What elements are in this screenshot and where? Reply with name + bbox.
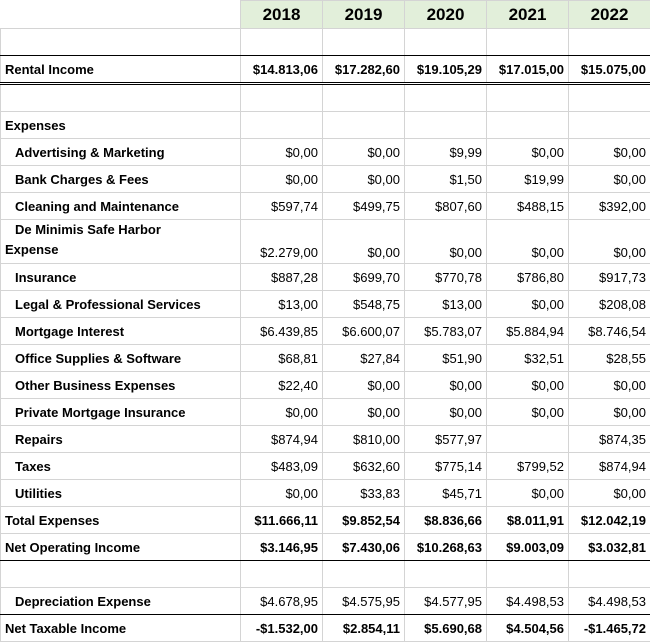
total-expenses-2020[interactable]: $8.836,66 (405, 507, 487, 534)
expense-value[interactable]: $22,40 (241, 372, 323, 399)
expense-value[interactable]: $874,94 (569, 453, 650, 480)
expense-value[interactable]: $392,00 (569, 193, 650, 220)
expense-row (1, 318, 650, 345)
empty-cell[interactable] (241, 561, 323, 588)
expense-value[interactable]: $0,00 (405, 220, 487, 264)
year-header-row (1, 1, 650, 29)
rental-income-2022[interactable]: $15.075,00 (569, 56, 650, 84)
empty-cell[interactable] (1, 84, 241, 112)
expense-label-line2: Expense (5, 242, 58, 257)
total-expenses-2022[interactable]: $12.042,19 (569, 507, 650, 534)
expense-value[interactable]: $799,52 (487, 453, 569, 480)
expense-value[interactable]: $0,00 (569, 166, 650, 193)
rental-income-2020[interactable]: $19.105,29 (405, 56, 487, 84)
empty-cell[interactable] (569, 29, 650, 56)
rental-income-2021[interactable]: $17.015,00 (487, 56, 569, 84)
expense-row (1, 426, 650, 453)
total-expenses-label[interactable]: Total Expenses (1, 507, 241, 534)
expense-value[interactable]: $45,71 (405, 480, 487, 507)
expense-label[interactable]: Bank Charges & Fees (1, 166, 241, 193)
rental-income-row (1, 56, 650, 84)
rental-income-2019[interactable]: $17.282,60 (323, 56, 405, 84)
expense-row (1, 480, 650, 507)
empty-cell[interactable] (487, 561, 569, 588)
empty-cell[interactable] (241, 112, 323, 139)
expense-value[interactable]: $0,00 (323, 139, 405, 166)
year-2022-header[interactable]: 2022 (569, 1, 650, 29)
expense-value[interactable]: $483,09 (241, 453, 323, 480)
nti-2021[interactable]: $4.504,56 (487, 615, 569, 642)
expense-value[interactable]: $0,00 (241, 480, 323, 507)
spacer-row (1, 29, 650, 56)
noi-2020[interactable]: $10.268,63 (405, 534, 487, 561)
expense-value[interactable]: $810,00 (323, 426, 405, 453)
empty-cell[interactable] (241, 29, 323, 56)
expense-row (1, 345, 650, 372)
empty-cell[interactable] (487, 112, 569, 139)
expense-value[interactable]: $786,80 (487, 264, 569, 291)
expense-value[interactable]: $5.783,07 (405, 318, 487, 345)
expense-value[interactable]: $32,51 (487, 345, 569, 372)
expense-value[interactable]: $0,00 (569, 139, 650, 166)
expense-value[interactable]: $13,00 (405, 291, 487, 318)
empty-cell[interactable] (323, 84, 405, 112)
expense-value[interactable]: $0,00 (323, 166, 405, 193)
expense-value[interactable]: $0,00 (487, 291, 569, 318)
expense-value[interactable]: $0,00 (487, 139, 569, 166)
rental-income-label[interactable]: Rental Income (1, 56, 241, 84)
noi-2022[interactable]: $3.032,81 (569, 534, 650, 561)
nti-2018[interactable]: -$1.532,00 (241, 615, 323, 642)
year-2018-header[interactable]: 2018 (241, 1, 323, 29)
expense-value[interactable]: $887,28 (241, 264, 323, 291)
depreciation-row (1, 588, 650, 615)
total-expenses-row (1, 507, 650, 534)
expense-label[interactable]: Repairs (1, 426, 241, 453)
expense-value[interactable]: $0,00 (487, 480, 569, 507)
expense-row (1, 453, 650, 480)
empty-cell[interactable] (1, 29, 241, 56)
expense-label[interactable]: Utilities (1, 480, 241, 507)
expense-value[interactable]: $874,94 (241, 426, 323, 453)
expense-value[interactable]: $699,70 (323, 264, 405, 291)
expense-label[interactable]: Other Business Expenses (1, 372, 241, 399)
expense-value[interactable]: $488,15 (487, 193, 569, 220)
noi-2019[interactable]: $7.430,06 (323, 534, 405, 561)
expense-value[interactable]: $19,99 (487, 166, 569, 193)
corner-cell[interactable] (1, 1, 241, 29)
expense-value[interactable]: $548,75 (323, 291, 405, 318)
spacer-row (1, 84, 650, 112)
expense-value[interactable]: $0,00 (405, 399, 487, 426)
expense-value[interactable]: $0,00 (569, 372, 650, 399)
empty-cell[interactable] (569, 112, 650, 139)
expense-label[interactable]: Legal & Professional Services (1, 291, 241, 318)
nti-2019[interactable]: $2.854,11 (323, 615, 405, 642)
empty-cell[interactable] (323, 29, 405, 56)
empty-cell[interactable] (1, 561, 241, 588)
expense-value[interactable]: $775,14 (405, 453, 487, 480)
expense-value[interactable]: $577,97 (405, 426, 487, 453)
expense-value[interactable]: $68,81 (241, 345, 323, 372)
net-taxable-income-label[interactable]: Net Taxable Income (1, 615, 241, 642)
rental-income-2018[interactable]: $14.813,06 (241, 56, 323, 84)
year-2020-header[interactable]: 2020 (405, 1, 487, 29)
expense-value[interactable]: $0,00 (241, 399, 323, 426)
expense-value[interactable]: $28,55 (569, 345, 650, 372)
expenses-heading-row (1, 112, 650, 139)
expense-value[interactable]: $917,73 (569, 264, 650, 291)
expense-value[interactable]: $499,75 (323, 193, 405, 220)
expense-value[interactable]: $0,00 (569, 220, 650, 264)
total-expenses-2019[interactable]: $9.852,54 (323, 507, 405, 534)
expense-value[interactable]: $9,99 (405, 139, 487, 166)
expense-row (1, 291, 650, 318)
expense-label[interactable]: Private Mortgage Insurance (1, 399, 241, 426)
expense-row (1, 193, 650, 220)
expense-value[interactable]: $0,00 (569, 399, 650, 426)
empty-cell[interactable] (323, 112, 405, 139)
expense-row (1, 220, 650, 264)
expense-row (1, 139, 650, 166)
expense-value[interactable]: $13,00 (241, 291, 323, 318)
net-operating-income-label[interactable]: Net Operating Income (1, 534, 241, 561)
depreciation-2019[interactable]: $4.575,95 (323, 588, 405, 615)
year-2021-header[interactable]: 2021 (487, 1, 569, 29)
expense-label[interactable]: Advertising & Marketing (1, 139, 241, 166)
expense-value[interactable]: $27,84 (323, 345, 405, 372)
expense-value[interactable]: $0,00 (241, 166, 323, 193)
expense-label[interactable]: Office Supplies & Software (1, 345, 241, 372)
expense-value[interactable]: $33,83 (323, 480, 405, 507)
depreciation-2020[interactable]: $4.577,95 (405, 588, 487, 615)
expense-row (1, 264, 650, 291)
total-expenses-2018[interactable]: $11.666,11 (241, 507, 323, 534)
depreciation-label[interactable]: Depreciation Expense (1, 588, 241, 615)
empty-cell[interactable] (323, 561, 405, 588)
expense-label[interactable] (1, 220, 241, 264)
empty-cell[interactable] (241, 84, 323, 112)
empty-cell[interactable] (569, 561, 650, 588)
expense-row (1, 399, 650, 426)
expense-value[interactable]: $0,00 (405, 372, 487, 399)
expense-value[interactable]: $597,74 (241, 193, 323, 220)
noi-2018[interactable]: $3.146,95 (241, 534, 323, 561)
nti-2022[interactable]: -$1.465,72 (569, 615, 650, 642)
expense-value[interactable]: $770,78 (405, 264, 487, 291)
expense-value[interactable]: $0,00 (323, 220, 405, 264)
expense-label[interactable]: Taxes (1, 453, 241, 480)
noi-2021[interactable]: $9.003,09 (487, 534, 569, 561)
empty-cell[interactable] (405, 29, 487, 56)
expense-value[interactable]: $6.600,07 (323, 318, 405, 345)
expense-value[interactable]: $0,00 (487, 372, 569, 399)
expense-value[interactable]: $2.279,00 (241, 220, 323, 264)
net-taxable-income-row (1, 615, 650, 642)
expense-value[interactable]: $0,00 (487, 220, 569, 264)
expense-value[interactable]: $5.884,94 (487, 318, 569, 345)
spacer-row (1, 561, 650, 588)
expense-label[interactable]: Insurance (1, 264, 241, 291)
expense-value[interactable]: $208,08 (569, 291, 650, 318)
expense-value[interactable]: $0,00 (569, 480, 650, 507)
empty-cell[interactable] (405, 112, 487, 139)
expense-row (1, 372, 650, 399)
depreciation-2021[interactable]: $4.498,53 (487, 588, 569, 615)
expense-value[interactable]: $6.439,85 (241, 318, 323, 345)
year-2019-header[interactable]: 2019 (323, 1, 405, 29)
depreciation-2022[interactable]: $4.498,53 (569, 588, 650, 615)
expense-value[interactable]: $632,60 (323, 453, 405, 480)
expense-value[interactable]: $51,90 (405, 345, 487, 372)
expense-value[interactable]: $807,60 (405, 193, 487, 220)
depreciation-2018[interactable]: $4.678,95 (241, 588, 323, 615)
empty-cell[interactable] (487, 84, 569, 112)
expense-value[interactable]: $0,00 (487, 399, 569, 426)
nti-2020[interactable]: $5.690,68 (405, 615, 487, 642)
empty-cell[interactable] (405, 561, 487, 588)
expense-value[interactable]: $0,00 (323, 372, 405, 399)
expense-row (1, 166, 650, 193)
expense-value[interactable] (487, 426, 569, 453)
expense-value[interactable]: $874,35 (569, 426, 650, 453)
expense-label[interactable]: Cleaning and Maintenance (1, 193, 241, 220)
expenses-heading[interactable]: Expenses (1, 112, 241, 139)
empty-cell[interactable] (405, 84, 487, 112)
empty-cell[interactable] (569, 84, 650, 112)
expense-value[interactable]: $0,00 (241, 139, 323, 166)
expense-label-line1: De Minimis Safe Harbor (5, 222, 161, 237)
total-expenses-2021[interactable]: $8.011,91 (487, 507, 569, 534)
expense-value[interactable]: $1,50 (405, 166, 487, 193)
expense-value[interactable]: $8.746,54 (569, 318, 650, 345)
empty-cell[interactable] (487, 29, 569, 56)
expense-value[interactable]: $0,00 (323, 399, 405, 426)
net-operating-income-row (1, 534, 650, 561)
expense-label[interactable]: Mortgage Interest (1, 318, 241, 345)
